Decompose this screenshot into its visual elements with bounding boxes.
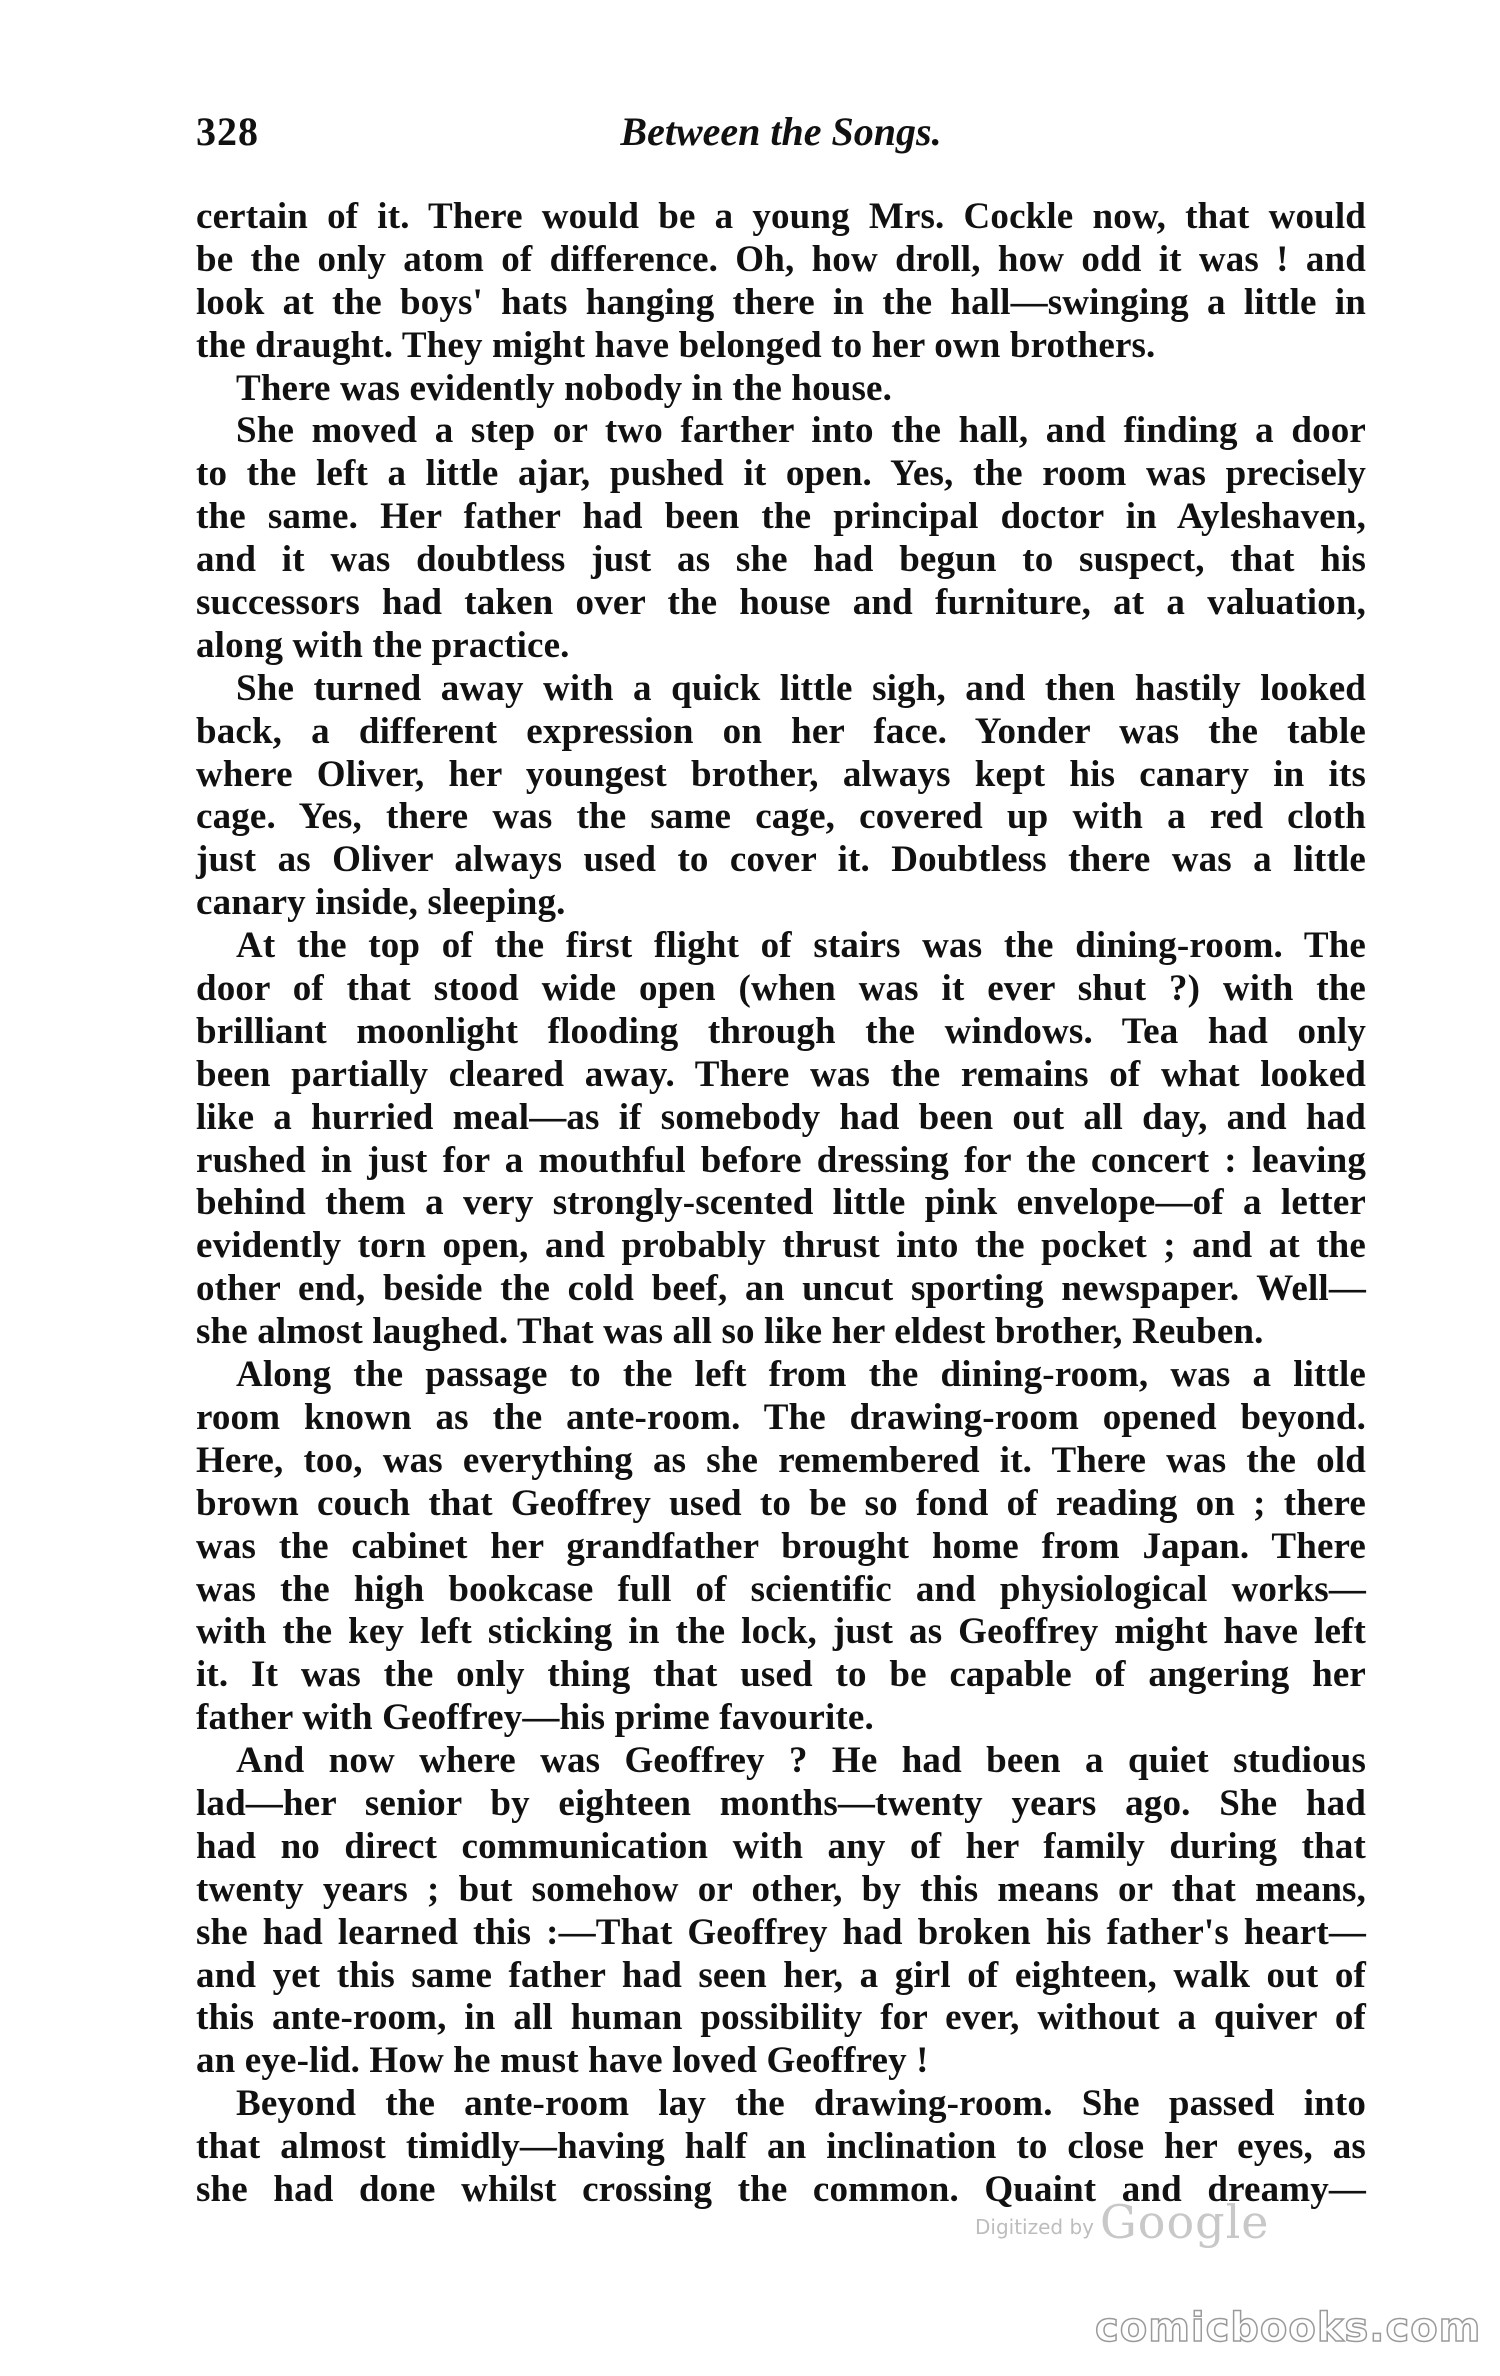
text-line: successors had taken over the house and furniture, at a valuation, bbox=[196, 582, 1366, 624]
text-line: had no direct communication with any of her family during that bbox=[196, 1825, 1366, 1867]
running-title: Between the Songs. bbox=[620, 109, 942, 154]
text-line: she had done whilst crossing the common. Quaint and dreamy— bbox=[196, 2168, 1366, 2210]
text-line: just as Oliver always used to cover it. Doubtless there was a little bbox=[196, 839, 1366, 881]
text-line: been partially cleared away. There was the remains of what looked bbox=[196, 1053, 1366, 1095]
text-line: she had learned this :—That Geoffrey had broken his father's heart— bbox=[196, 1911, 1366, 1953]
text-line: evidently torn open, and probably thrust into the pocket ; and at the bbox=[196, 1225, 1366, 1267]
text-line: She moved a step or two farther into the hall, and finding a door bbox=[236, 410, 1366, 452]
text-line: Beyond the ante-room lay the drawing-room. She passed into bbox=[236, 2083, 1366, 2125]
text-line: was the high bookcase full of scientific and physiological works— bbox=[196, 1568, 1366, 1610]
text-line: brown couch that Geoffrey used to be so fond of reading on ; there bbox=[196, 1482, 1366, 1524]
digitized-by-label: Digitized by bbox=[975, 2215, 1094, 2239]
text-line: like a hurried meal—as if somebody had been out all day, and had bbox=[196, 1096, 1366, 1138]
text-line: and it was doubtless just as she had begun to suspect, that his bbox=[196, 539, 1366, 581]
text-line: cage. Yes, there was the same cage, covered up with a red cloth bbox=[196, 796, 1366, 838]
text-line: to the left a little ajar, pushed it open. Yes, the room was precisely bbox=[196, 453, 1366, 495]
text-line: She turned away with a quick little sigh, and then hastily looked bbox=[236, 667, 1366, 709]
text-line: the draught. They might have belonged to her own brothers. bbox=[196, 324, 1156, 366]
text-line: brilliant moonlight flooding through the windows. Tea had only bbox=[196, 1010, 1366, 1052]
text-line: it. It was the only thing that used to be capable of angering her bbox=[196, 1654, 1366, 1696]
text-line: where Oliver, her youngest brother, always kept his canary in its bbox=[196, 753, 1366, 795]
google-logo-text: Google bbox=[1100, 2195, 1270, 2249]
text-line: along with the practice. bbox=[196, 624, 570, 666]
text-line: back, a different expression on her face. Yonder was the table bbox=[196, 710, 1366, 752]
text-line: twenty years ; but somehow or other, by this means or that means, bbox=[196, 1868, 1366, 1910]
text-line: this ante-room, in all human possibility for ever, without a quiver of bbox=[196, 1997, 1366, 2039]
text-line: and yet this same father had seen her, a girl of eighteen, walk out of bbox=[196, 1954, 1366, 1996]
text-line: door of that stood wide open (when was it ever shut ?) with the bbox=[196, 968, 1366, 1010]
running-head bbox=[196, 108, 1366, 168]
site-watermark: comicbooks.com bbox=[1095, 2305, 1482, 2351]
text-line: she almost laughed. That was all so like her eldest brother, Reuben. bbox=[196, 1311, 1264, 1353]
text-line: the same. Her father had been the principal doctor in Ayleshaven, bbox=[196, 496, 1366, 538]
text-line: behind them a very strongly-scented little pink envelope—of a letter bbox=[196, 1182, 1366, 1224]
text-line: There was evidently nobody in the house. bbox=[236, 367, 892, 409]
text-line: be the only atom of difference. Oh, how droll, how odd it was ! and bbox=[196, 238, 1366, 280]
text-line: And now where was Geoffrey ? He had been a quiet studious bbox=[236, 1740, 1366, 1782]
text-line: with the key left sticking in the lock, just as Geoffrey might have left bbox=[196, 1611, 1366, 1653]
text-line: an eye-lid. How he must have loved Geoffrey ! bbox=[196, 2040, 929, 2082]
text-line: was the cabinet her grandfather brought home from Japan. There bbox=[196, 1525, 1366, 1567]
text-line: room known as the ante-room. The drawing-room opened beyond. bbox=[196, 1396, 1366, 1438]
text-line: canary inside, sleeping. bbox=[196, 882, 566, 924]
text-line: At the top of the first flight of stairs was the dining-room. The bbox=[236, 925, 1366, 967]
text-line: father with Geoffrey—his prime favourite. bbox=[196, 1697, 874, 1739]
body-text bbox=[196, 196, 1366, 2212]
text-line: Here, too, was everything as she remembered it. There was the old bbox=[196, 1439, 1366, 1481]
text-line: Along the passage to the left from the dining-room, was a little bbox=[236, 1354, 1366, 1396]
text-line: other end, beside the cold beef, an uncut sporting newspaper. Well— bbox=[196, 1268, 1366, 1310]
text-line: that almost timidly—having half an inclination to close her eyes, as bbox=[196, 2126, 1366, 2168]
google-watermark bbox=[975, 2195, 1295, 2249]
text-line: rushed in just for a mouthful before dressing for the concert : leaving bbox=[196, 1139, 1366, 1181]
page-number: 328 bbox=[196, 109, 259, 154]
text-line: look at the boys' hats hanging there in the hall—swinging a little in bbox=[196, 281, 1366, 323]
text-line: lad—her senior by eighteen months—twenty years ago. She had bbox=[196, 1782, 1366, 1824]
text-line: certain of it. There would be a young Mrs. Cockle now, that would bbox=[196, 196, 1366, 237]
